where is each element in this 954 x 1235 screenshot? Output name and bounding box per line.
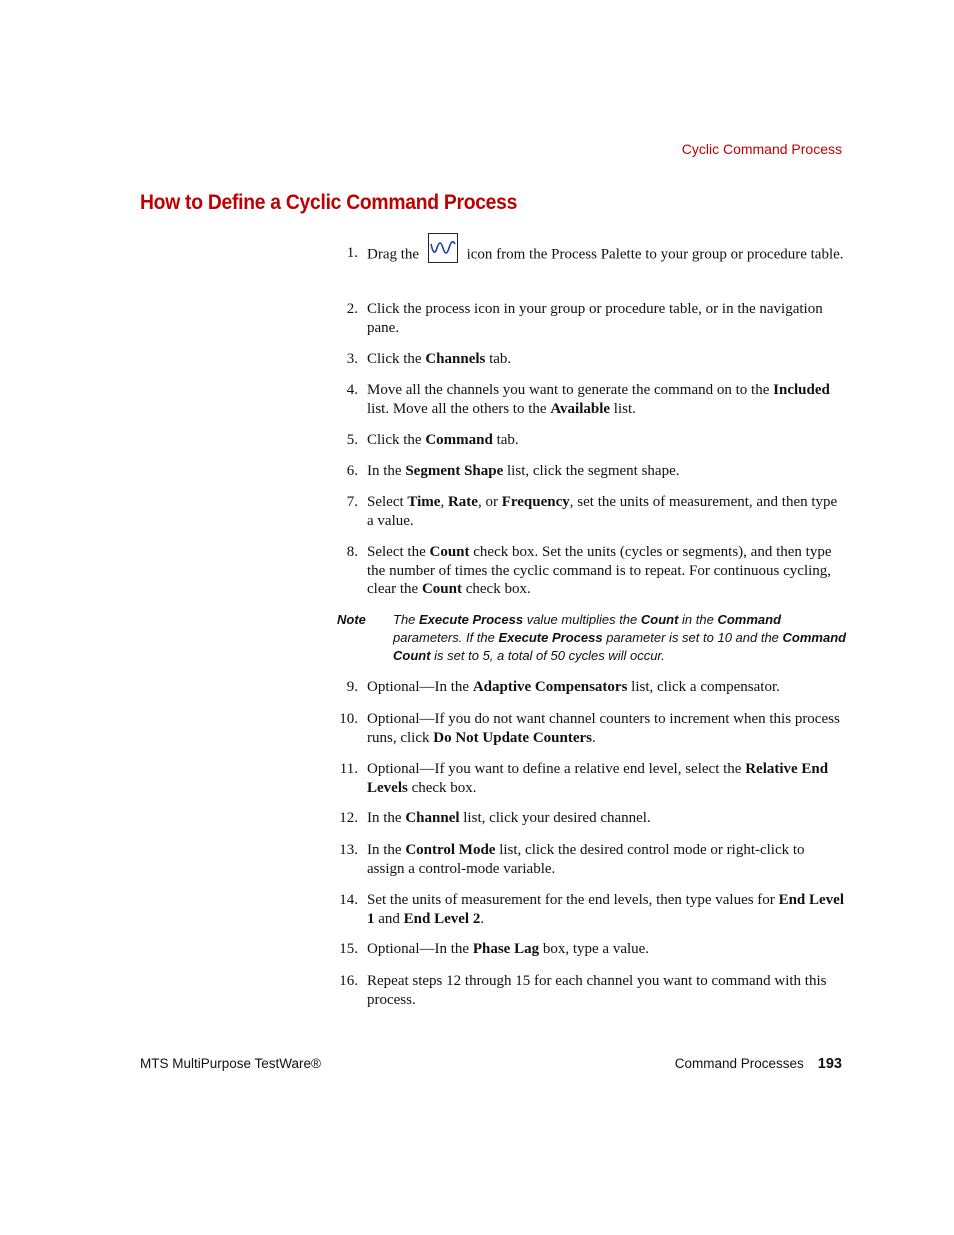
step-number: 7. bbox=[346, 494, 358, 510]
step-number: 13. bbox=[339, 842, 358, 858]
bold-term: Execute Process bbox=[419, 612, 524, 627]
step-text bbox=[367, 350, 844, 369]
bold-term: Do Not Update Counters bbox=[433, 729, 592, 746]
text-run: Optional—In the bbox=[367, 941, 473, 957]
step-number: 8. bbox=[346, 544, 358, 560]
footer-section bbox=[675, 1056, 842, 1072]
page-number: 193 bbox=[817, 1056, 842, 1072]
text-run: parameters. If the bbox=[393, 630, 499, 645]
text-run: icon from the Process Palette to your group or procedure table. bbox=[462, 246, 844, 263]
step-item bbox=[336, 760, 844, 797]
step-number: 10. bbox=[339, 711, 358, 727]
text-run: and bbox=[374, 910, 404, 927]
bold-term: Channels bbox=[425, 351, 486, 367]
step-item bbox=[336, 710, 844, 747]
step-number: 9. bbox=[346, 679, 358, 695]
step-item bbox=[336, 940, 844, 959]
step-text bbox=[367, 891, 844, 928]
text-run: parameter is set to 10 and the bbox=[602, 630, 783, 645]
step-item bbox=[336, 300, 844, 337]
text-run: , bbox=[440, 494, 448, 510]
text-run: Click the process icon in your group or procedure table, or in the navigation pane. bbox=[367, 301, 823, 336]
text-run: tab. bbox=[492, 432, 519, 448]
step-text bbox=[367, 543, 844, 599]
step-item bbox=[336, 972, 844, 1009]
step-number: 16. bbox=[339, 973, 358, 989]
step-item bbox=[336, 462, 844, 481]
bold-term: Command bbox=[425, 432, 493, 448]
text-run: is set to 5, a total of 50 cycles will occur. bbox=[430, 648, 665, 663]
step-item bbox=[336, 493, 844, 530]
bold-term: Command Count bbox=[393, 630, 847, 663]
bold-term: Control Mode bbox=[405, 842, 496, 858]
step-item bbox=[336, 809, 844, 828]
text-run: The bbox=[393, 612, 420, 627]
step-item bbox=[336, 431, 844, 450]
step-number: 11. bbox=[339, 761, 358, 777]
step-text bbox=[367, 809, 844, 828]
step-number: 3. bbox=[346, 351, 358, 367]
note-text bbox=[393, 611, 847, 665]
text-run: . bbox=[591, 729, 596, 746]
footer-product-name: MTS MultiPurpose TestWare® bbox=[140, 1056, 321, 1071]
step-text bbox=[367, 493, 844, 530]
bold-term: End Level 2 bbox=[403, 910, 481, 927]
text-run: Repeat steps 12 through 15 for each channel you want to command with this process. bbox=[367, 973, 827, 1008]
step-item bbox=[336, 244, 844, 266]
step-item bbox=[336, 543, 844, 599]
step-text bbox=[367, 972, 844, 1009]
text-run: Click the bbox=[367, 351, 426, 367]
bold-term: Execute Process bbox=[498, 630, 603, 645]
step-number: 15. bbox=[339, 941, 358, 957]
text-run: check box. bbox=[407, 779, 477, 796]
step-item bbox=[336, 381, 844, 418]
text-run: Optional—If you want to define a relative end level, select the bbox=[367, 761, 746, 777]
bold-term: Count bbox=[421, 581, 462, 597]
step-text bbox=[367, 760, 844, 797]
text-run: Drag the bbox=[367, 246, 423, 263]
bold-term: Count bbox=[640, 612, 679, 627]
cyclic-wave-icon bbox=[428, 233, 458, 263]
bold-term: Time bbox=[407, 494, 441, 510]
step-text bbox=[367, 381, 844, 418]
text-run: tab. bbox=[485, 351, 512, 367]
text-run: list. Move all the others to the bbox=[367, 400, 551, 417]
bold-term: Relative End Levels bbox=[367, 761, 829, 796]
text-run: , or bbox=[477, 494, 502, 510]
bold-term: Included bbox=[773, 382, 830, 398]
step-text bbox=[367, 841, 844, 878]
text-run: . bbox=[480, 910, 485, 927]
bold-term: Available bbox=[550, 400, 611, 417]
bold-term: Channel bbox=[405, 810, 460, 826]
text-run: Select the bbox=[367, 544, 430, 560]
footer-section-name: Command Processes bbox=[674, 1056, 804, 1071]
step-number: 4. bbox=[346, 382, 358, 398]
text-run: , set the units of measurement, and then type a value. bbox=[367, 494, 838, 529]
text-run: list. bbox=[610, 400, 636, 417]
text-run: list, click a compensator. bbox=[627, 679, 780, 695]
running-header: Cyclic Command Process bbox=[681, 141, 842, 157]
text-run: check box. bbox=[461, 581, 531, 597]
bold-term: Count bbox=[429, 544, 470, 560]
step-number: 12. bbox=[339, 810, 358, 826]
step-number: 14. bbox=[339, 892, 358, 908]
text-run: Select bbox=[367, 494, 408, 510]
step-number: 5. bbox=[346, 432, 358, 448]
text-run: check box. Set the units (cycles or segments), and then type the number of times the cyclic command is to repeat. For continuous cycling, clear the bbox=[367, 544, 832, 597]
step-text bbox=[367, 710, 844, 747]
bold-term: Frequency bbox=[501, 494, 570, 510]
step-text bbox=[367, 462, 844, 481]
text-run: In the bbox=[367, 810, 406, 826]
text-run: list, click the desired control mode or right-click to assign a control-mode variable. bbox=[367, 842, 805, 877]
step-number: 1. bbox=[346, 245, 358, 261]
text-run: Set the units of measurement for the end levels, then type values for bbox=[367, 892, 779, 908]
step-item bbox=[336, 350, 844, 369]
step-text bbox=[367, 940, 844, 959]
text-run: Move all the channels you want to generate the command on to the bbox=[367, 382, 774, 398]
step-text bbox=[367, 300, 844, 337]
text-run: Click the bbox=[367, 432, 426, 448]
step-text bbox=[367, 678, 844, 697]
text-run: In the bbox=[367, 463, 406, 479]
note-block bbox=[337, 611, 847, 665]
step-number: 2. bbox=[346, 301, 358, 317]
step-item bbox=[336, 841, 844, 878]
bold-term: Segment Shape bbox=[405, 463, 504, 479]
step-text bbox=[367, 431, 844, 450]
step-item bbox=[336, 678, 844, 697]
bold-term: End Level 1 bbox=[367, 892, 844, 927]
text-run: box, type a value. bbox=[539, 941, 650, 957]
step-number: 6. bbox=[346, 463, 358, 479]
text-run: list, click your desired channel. bbox=[459, 810, 651, 826]
text-run: In the bbox=[367, 842, 406, 858]
page-title: How to Define a Cyclic Command Process bbox=[140, 191, 518, 214]
text-run: list, click the segment shape. bbox=[503, 463, 680, 479]
bold-term: Adaptive Compensators bbox=[472, 679, 628, 695]
step-text bbox=[367, 244, 844, 266]
bold-term: Phase Lag bbox=[472, 941, 540, 957]
text-run: value multiplies the bbox=[523, 612, 641, 627]
bold-term: Command bbox=[717, 612, 782, 627]
text-run: in the bbox=[678, 612, 718, 627]
text-run: Optional—If you do not want channel counters to increment when this process runs, click bbox=[367, 711, 840, 746]
step-item bbox=[336, 891, 844, 928]
note-label: Note bbox=[337, 612, 366, 627]
bold-term: Rate bbox=[447, 494, 478, 510]
text-run: Optional—In the bbox=[367, 679, 473, 695]
